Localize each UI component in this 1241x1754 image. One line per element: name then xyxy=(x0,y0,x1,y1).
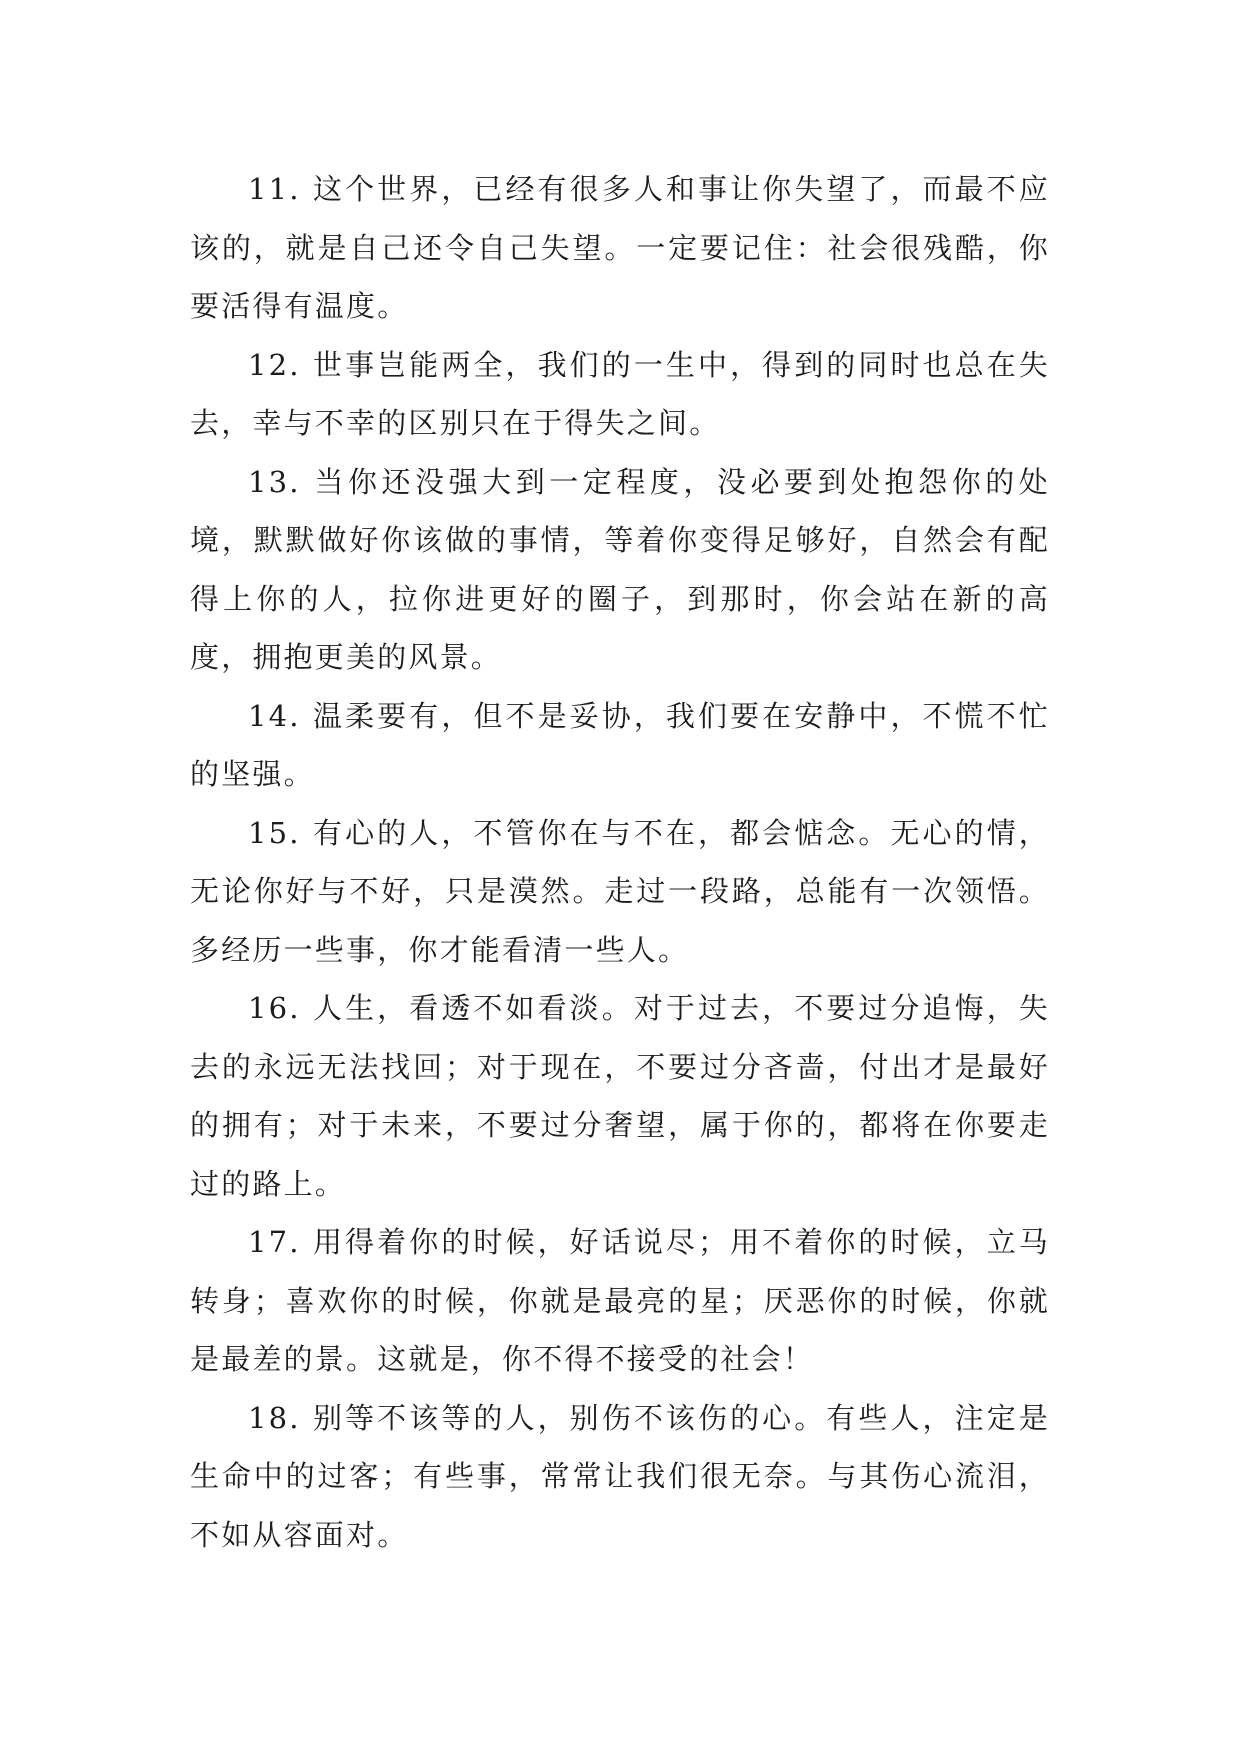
paragraph-18: 18. 别等不该等的人，别伤不该伤的心。有些人，注定是生命中的过客；有些事，常常让我们很无奈。与其伤心流泪，不如从容面对。 xyxy=(190,1400,1050,1552)
paragraph-17: 17. 用得着你的时候，好话说尽；用不着你的时候，立马转身；喜欢你的时候，你就是最亮的星；厌恶你的时候，你就是最差的景。这就是，你不得不接受的社会！ xyxy=(190,1225,1050,1376)
document-body xyxy=(190,160,1050,1564)
paragraph-13: 13. 当你还没强大到一定程度，没必要到处抱怨你的处境，默默做好你该做的事情，等着你变得足够好，自然会有配得上你的人，拉你进更好的圈子，到那时，你会站在新的高度，拥抱更美的风景。 xyxy=(190,464,1050,674)
paragraph-12: 12. 世事岂能两全，我们的一生中，得到的同时也总在失去，幸与不幸的区别只在于得失之间。 xyxy=(190,347,1050,440)
paragraph-14: 14. 温柔要有，但不是妥协，我们要在安静中，不慌不忙的坚强。 xyxy=(190,698,1050,791)
paragraph-11: 11. 这个世界，已经有很多人和事让你失望了，而最不应该的，就是自己还令自己失望。一定要记住：社会很残酷，你要活得有温度。 xyxy=(190,172,1050,323)
paragraph-15: 15. 有心的人，不管你在与不在，都会惦念。无心的情，无论你好与不好，只是漠然。走过一段路，总能有一次领悟。多经历一些事，你才能看清一些人。 xyxy=(190,815,1050,967)
paragraph-16: 16. 人生，看透不如看淡。对于过去，不要过分追悔，失去的永远无法找回；对于现在，不要过分吝啬，付出才是最好的拥有；对于未来，不要过分奢望，属于你的，都将在你要走过的路上。 xyxy=(190,991,1050,1201)
